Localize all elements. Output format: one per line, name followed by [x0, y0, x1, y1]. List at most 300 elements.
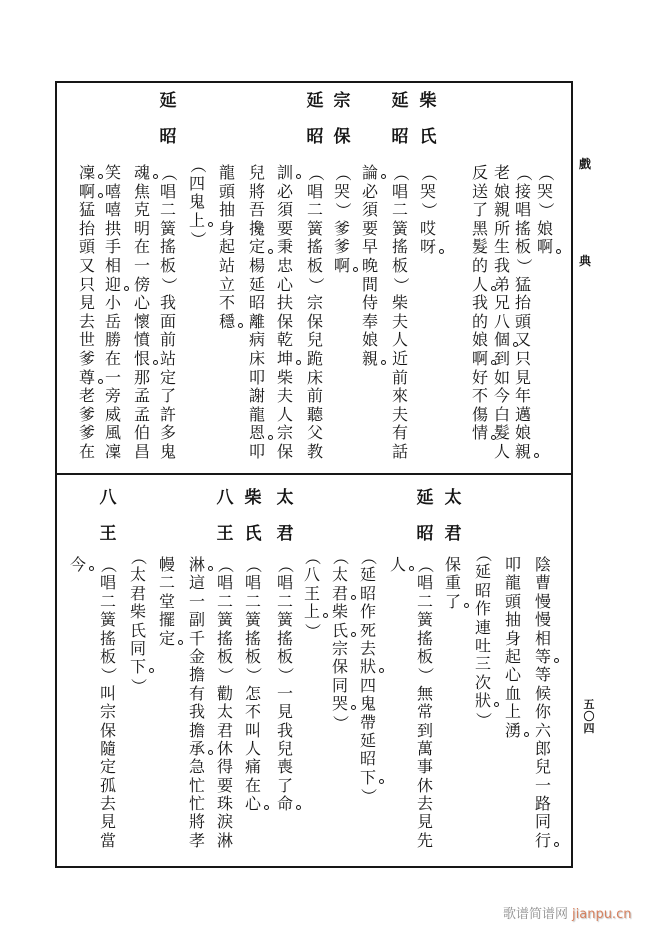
- glyph: 等: [534, 665, 551, 685]
- glyph: 晚: [361, 255, 378, 275]
- glyph: 鬼: [188, 192, 205, 212]
- glyph: 慢: [534, 610, 551, 630]
- glyph: 忙: [188, 775, 205, 795]
- glyph: 龍: [248, 404, 265, 424]
- glyph: 柴: [391, 293, 408, 313]
- glyph: 五: [583, 698, 595, 711]
- glyph: 延: [416, 488, 434, 508]
- dialogue-column: [503, 556, 523, 740]
- glyph: 搖: [306, 237, 323, 257]
- glyph: 同: [129, 638, 146, 658]
- glyph: 急: [188, 757, 205, 777]
- glyph: 凜: [104, 441, 121, 461]
- glyph: （: [159, 165, 179, 182]
- glyph: （: [359, 549, 379, 566]
- glyph: 氏: [244, 524, 262, 544]
- glyph: 黑: [471, 218, 488, 238]
- glyph: 保: [444, 555, 461, 574]
- glyph: 奉: [361, 311, 378, 331]
- glyph: 唱: [514, 200, 531, 220]
- glyph: 病: [248, 330, 265, 350]
- glyph: 搖: [514, 218, 531, 238]
- glyph: 君: [129, 583, 146, 603]
- glyph: 同: [534, 812, 551, 832]
- dialogue-column: [157, 556, 177, 648]
- glyph: 年: [514, 386, 531, 406]
- stage-direction: [330, 548, 350, 732]
- glyph: 忠: [276, 255, 293, 275]
- glyph: 宗: [331, 638, 348, 658]
- glyph: 上: [303, 602, 320, 622]
- glyph: 我: [493, 255, 510, 275]
- speaker-name: [305, 83, 325, 155]
- glyph: 哭: [333, 181, 350, 201]
- glyph: ）: [159, 276, 179, 293]
- glyph: 又: [78, 255, 95, 275]
- glyph: 八: [303, 565, 320, 585]
- glyph: （: [129, 549, 149, 566]
- dialogue-column: [415, 556, 435, 850]
- glyph: 氏: [331, 620, 348, 640]
- glyph: 叫: [244, 720, 261, 740]
- glyph: 四: [583, 722, 595, 735]
- glyph: 擔: [188, 720, 205, 740]
- glyph: 保: [99, 720, 116, 740]
- glyph: 離: [248, 311, 265, 331]
- glyph: 去: [78, 311, 95, 331]
- glyph: 搖: [391, 237, 408, 257]
- glyph: 了: [444, 591, 461, 611]
- glyph: 宗: [99, 702, 116, 722]
- glyph: 昌: [133, 441, 150, 461]
- glyph: 站: [159, 348, 176, 368]
- dialogue-column: [247, 164, 267, 462]
- dialogue-column: [533, 556, 553, 850]
- glyph: 一: [133, 255, 150, 275]
- glyph: 簧: [416, 610, 433, 630]
- glyph: 淚: [216, 812, 233, 832]
- glyph: 兒: [248, 163, 265, 182]
- glyph: 坤: [276, 348, 293, 368]
- glyph: 搖: [244, 628, 261, 648]
- glyph: 啊: [536, 237, 553, 257]
- glyph: 昭: [359, 583, 376, 603]
- glyph: 去: [359, 638, 376, 658]
- glyph: 死: [359, 620, 376, 640]
- glyph: 夫: [276, 386, 293, 406]
- glyph: 在: [78, 441, 95, 461]
- glyph: 好: [471, 367, 488, 387]
- glyph: ）: [416, 667, 436, 684]
- glyph: 不: [244, 702, 261, 722]
- glyph: 身: [218, 218, 235, 238]
- dialogue-column: [275, 164, 295, 462]
- glyph: 須: [361, 200, 378, 220]
- glyph: 二: [276, 591, 293, 611]
- glyph: 〇: [583, 710, 595, 723]
- glyph: 擔: [188, 665, 205, 685]
- glyph: 將: [248, 181, 265, 201]
- glyph: 太: [276, 488, 294, 508]
- glyph: 頭: [514, 311, 531, 331]
- glyph: 哭: [536, 181, 553, 201]
- glyph: 王: [216, 524, 234, 544]
- glyph: 唱: [216, 573, 233, 593]
- glyph: 髮: [493, 423, 510, 443]
- glyph: 昭: [359, 749, 376, 769]
- glyph: 作: [474, 599, 491, 619]
- glyph: 定: [158, 628, 175, 648]
- glyph: （: [276, 557, 296, 574]
- glyph: ）: [331, 714, 351, 731]
- glyph: 唱: [306, 181, 323, 201]
- glyph: 簧: [216, 610, 233, 630]
- glyph: 簧: [276, 610, 293, 630]
- dialogue-column: [217, 164, 237, 331]
- glyph: 抬: [514, 293, 531, 313]
- glyph: 又: [514, 330, 531, 350]
- glyph: 須: [276, 200, 293, 220]
- glyph: 太: [216, 702, 233, 722]
- glyph: 帶: [359, 712, 376, 732]
- glyph: 論: [361, 163, 378, 182]
- glyph: 命: [276, 794, 293, 814]
- glyph: 柴: [129, 602, 146, 622]
- dialogue-column: [275, 556, 295, 813]
- dialogue-column: [215, 556, 235, 850]
- speaker-name: [443, 480, 463, 552]
- glyph: 昭: [159, 127, 177, 147]
- glyph: 唱: [99, 573, 116, 593]
- glyph: 二: [416, 591, 433, 611]
- glyph: 那: [133, 367, 150, 387]
- glyph: 定: [248, 237, 265, 257]
- glyph: 叩: [248, 367, 265, 387]
- speaker-name: [215, 480, 235, 552]
- glyph: 人: [389, 555, 406, 574]
- glyph: 二: [216, 591, 233, 611]
- glyph: 陰: [534, 555, 551, 574]
- dialogue-column: [390, 164, 410, 462]
- glyph: 娘: [493, 181, 510, 201]
- glyph: 一: [534, 775, 551, 795]
- dialogue-column: [103, 164, 123, 462]
- glyph: 保: [333, 127, 351, 147]
- glyph: 人: [276, 404, 293, 424]
- glyph: 君: [331, 583, 348, 603]
- glyph: 焦: [133, 181, 150, 201]
- glyph: 相: [534, 628, 551, 648]
- glyph: 承: [188, 738, 205, 758]
- glyph: 得: [216, 757, 233, 777]
- glyph: 一: [276, 683, 293, 703]
- glyph: 延: [359, 565, 376, 585]
- glyph: 岳: [104, 311, 121, 331]
- glyph: 所: [493, 218, 510, 238]
- glyph: 簧: [244, 610, 261, 630]
- glyph: 唱: [244, 573, 261, 593]
- glyph: 到: [416, 720, 433, 740]
- glyph: 夫: [391, 404, 408, 424]
- glyph: 弟: [493, 274, 510, 294]
- glyph: ）: [333, 202, 353, 219]
- glyph: 親: [514, 441, 531, 461]
- glyph: 鬼: [359, 694, 376, 714]
- glyph: ）: [129, 677, 149, 694]
- glyph: 早: [361, 237, 378, 257]
- glyph: 唱: [159, 181, 176, 201]
- glyph: 擺: [158, 610, 175, 630]
- glyph: 搖: [276, 628, 293, 648]
- glyph: 有: [188, 683, 205, 703]
- dialogue-column: [305, 164, 325, 462]
- glyph: 傍: [133, 274, 150, 294]
- glyph: 老: [78, 386, 95, 406]
- glyph: 頭: [78, 237, 95, 257]
- glyph: 二: [159, 200, 176, 220]
- glyph: ）: [188, 231, 208, 248]
- glyph: 太: [331, 565, 348, 585]
- glyph: 叩: [248, 441, 265, 461]
- glyph: 今: [493, 386, 510, 406]
- glyph: 我: [188, 702, 205, 722]
- glyph: 吐: [474, 635, 491, 655]
- glyph: 近: [391, 348, 408, 368]
- glyph: 父: [306, 423, 323, 443]
- glyph: 笑: [104, 163, 121, 182]
- glyph: 了: [159, 386, 176, 406]
- glyph: 呀: [419, 237, 436, 257]
- glyph: 孤: [99, 775, 116, 795]
- glyph: 柴: [276, 367, 293, 387]
- glyph: 宗: [276, 423, 293, 443]
- glyph: ）: [276, 667, 296, 684]
- glyph: 扶: [276, 293, 293, 313]
- glyph: 板: [306, 255, 323, 275]
- glyph: 去: [416, 794, 433, 814]
- dialogue-column: [98, 556, 118, 850]
- glyph: 四: [188, 173, 205, 193]
- dialogue-column: [77, 164, 97, 462]
- glyph: 一: [188, 591, 205, 611]
- glyph: 重: [444, 573, 461, 593]
- glyph: 柴: [419, 91, 437, 111]
- glyph: 昭: [416, 524, 434, 544]
- glyph: 人: [391, 330, 408, 350]
- glyph: 我: [276, 720, 293, 740]
- glyph: 慢: [534, 591, 551, 611]
- speaker-name: [98, 480, 118, 552]
- glyph: 娘: [361, 330, 378, 350]
- glyph: 見: [276, 702, 293, 722]
- glyph: （: [244, 557, 264, 574]
- glyph: （: [536, 165, 556, 182]
- glyph: 勝: [104, 330, 121, 350]
- glyph: 孝: [188, 830, 205, 850]
- glyph: 在: [133, 237, 150, 257]
- glyph: （: [306, 165, 326, 182]
- glyph: 下: [129, 657, 146, 677]
- glyph: 見: [99, 812, 116, 832]
- glyph: 哭: [331, 694, 348, 714]
- glyph: 相: [104, 255, 121, 275]
- glyph: （: [216, 557, 236, 574]
- speaker-name: [390, 83, 410, 155]
- glyph: 次: [474, 672, 491, 692]
- glyph: 作: [359, 602, 376, 622]
- glyph: 這: [188, 573, 205, 593]
- glyph: ）: [359, 788, 379, 805]
- glyph: ）: [474, 711, 494, 728]
- glyph: （: [303, 549, 323, 566]
- glyph: 多: [159, 423, 176, 443]
- glyph: 心: [133, 293, 150, 313]
- dialogue-column: [418, 164, 438, 257]
- glyph: 氏: [419, 127, 437, 147]
- watermark: [503, 903, 631, 922]
- glyph: 昭: [248, 293, 265, 313]
- glyph: 來: [391, 386, 408, 406]
- glyph: 八: [493, 311, 510, 331]
- glyph: 小: [104, 293, 121, 313]
- glyph: 爹: [78, 404, 95, 424]
- stage-direction: [473, 545, 493, 729]
- glyph: 親: [361, 348, 378, 368]
- glyph: 簧: [306, 218, 323, 238]
- glyph: 君: [216, 720, 233, 740]
- glyph: 無: [416, 683, 433, 703]
- glyph: 喪: [276, 757, 293, 777]
- glyph: 四: [359, 675, 376, 695]
- glyph: 夫: [391, 311, 408, 331]
- glyph: （: [514, 165, 534, 182]
- glyph: 定: [159, 367, 176, 387]
- glyph: 氏: [129, 620, 146, 640]
- glyph: 見: [514, 367, 531, 387]
- glyph: 龍: [504, 573, 521, 593]
- glyph: 上: [504, 702, 521, 722]
- glyph: 事: [416, 757, 433, 777]
- glyph: 如: [493, 367, 510, 387]
- glyph: 郎: [534, 738, 551, 758]
- glyph: （: [474, 546, 494, 563]
- glyph: 侍: [361, 293, 378, 313]
- glyph: 萬: [416, 738, 433, 758]
- glyph: 凜: [78, 163, 95, 182]
- glyph: 君: [444, 524, 462, 544]
- glyph: 你: [534, 702, 551, 722]
- glyph: 龍: [218, 163, 235, 182]
- glyph: 血: [504, 683, 521, 703]
- dialogue-column: [132, 164, 152, 462]
- glyph: 簧: [99, 610, 116, 630]
- glyph: 二: [306, 200, 323, 220]
- glyph: 一: [104, 367, 121, 387]
- glyph: 上: [188, 210, 205, 230]
- glyph: 尊: [78, 367, 95, 387]
- glyph: 太: [129, 565, 146, 585]
- glyph: 太: [444, 488, 462, 508]
- glyph: 秉: [276, 237, 293, 257]
- glyph: 叩: [504, 555, 521, 574]
- glyph: 同: [331, 675, 348, 695]
- glyph: ）: [419, 202, 439, 219]
- glyph: 狀: [474, 691, 491, 711]
- glyph: 幔: [158, 555, 175, 574]
- glyph: 了: [471, 200, 488, 220]
- glyph: 反: [471, 163, 488, 182]
- glyph: 不: [218, 293, 235, 313]
- glyph: 只: [78, 274, 95, 294]
- speaker-name: [415, 480, 435, 552]
- glyph: 勸: [216, 683, 233, 703]
- glyph: 淋: [188, 555, 205, 574]
- glyph: 爹: [78, 423, 95, 443]
- glyph: 保: [276, 311, 293, 331]
- glyph: ）: [99, 667, 119, 684]
- dialogue-column: [158, 164, 178, 462]
- glyph: 心: [244, 794, 261, 814]
- running-title-char: 戲: [578, 157, 591, 171]
- glyph: 嘻: [104, 181, 121, 201]
- glyph: 板: [159, 255, 176, 275]
- glyph: 頭: [218, 181, 235, 201]
- glyph: 先: [416, 830, 433, 850]
- glyph: 世: [78, 330, 95, 350]
- glyph: 千: [188, 628, 205, 648]
- glyph: 湧: [504, 720, 521, 740]
- glyph: 保: [306, 311, 323, 331]
- glyph: 路: [534, 794, 551, 814]
- glyph: 唱: [416, 573, 433, 593]
- dialogue-column: [332, 164, 352, 276]
- glyph: 保: [331, 657, 348, 677]
- panel-divider: [55, 473, 572, 475]
- glyph: 到: [493, 348, 510, 368]
- speaker-name: [243, 480, 263, 552]
- glyph: 前: [391, 367, 408, 387]
- glyph: 宗: [306, 293, 323, 313]
- glyph: 前: [306, 386, 323, 406]
- glyph: 簧: [159, 218, 176, 238]
- glyph: 謝: [248, 386, 265, 406]
- glyph: 猛: [514, 274, 531, 294]
- glyph: 八: [216, 488, 234, 508]
- glyph: 哭: [419, 181, 436, 201]
- glyph: 候: [534, 683, 551, 703]
- glyph: 話: [391, 441, 408, 461]
- glyph: 板: [514, 237, 531, 257]
- glyph: 人: [471, 274, 488, 294]
- glyph: 王: [99, 524, 117, 544]
- stage-direction: [128, 548, 148, 695]
- glyph: 珠: [216, 794, 233, 814]
- dialogue-column: [68, 556, 88, 574]
- glyph: 要: [361, 218, 378, 238]
- glyph: （: [333, 165, 353, 182]
- dialogue-column: [443, 556, 463, 611]
- glyph: 柴: [331, 602, 348, 622]
- speaker-name: [332, 83, 352, 155]
- speaker-name: [418, 83, 438, 155]
- glyph: 王: [303, 583, 320, 603]
- glyph: 延: [391, 91, 409, 111]
- glyph: 生: [493, 237, 510, 257]
- glyph: 延: [359, 730, 376, 750]
- glyph: 心: [276, 274, 293, 294]
- glyph: 爹: [78, 348, 95, 368]
- glyph: 魂: [133, 163, 150, 182]
